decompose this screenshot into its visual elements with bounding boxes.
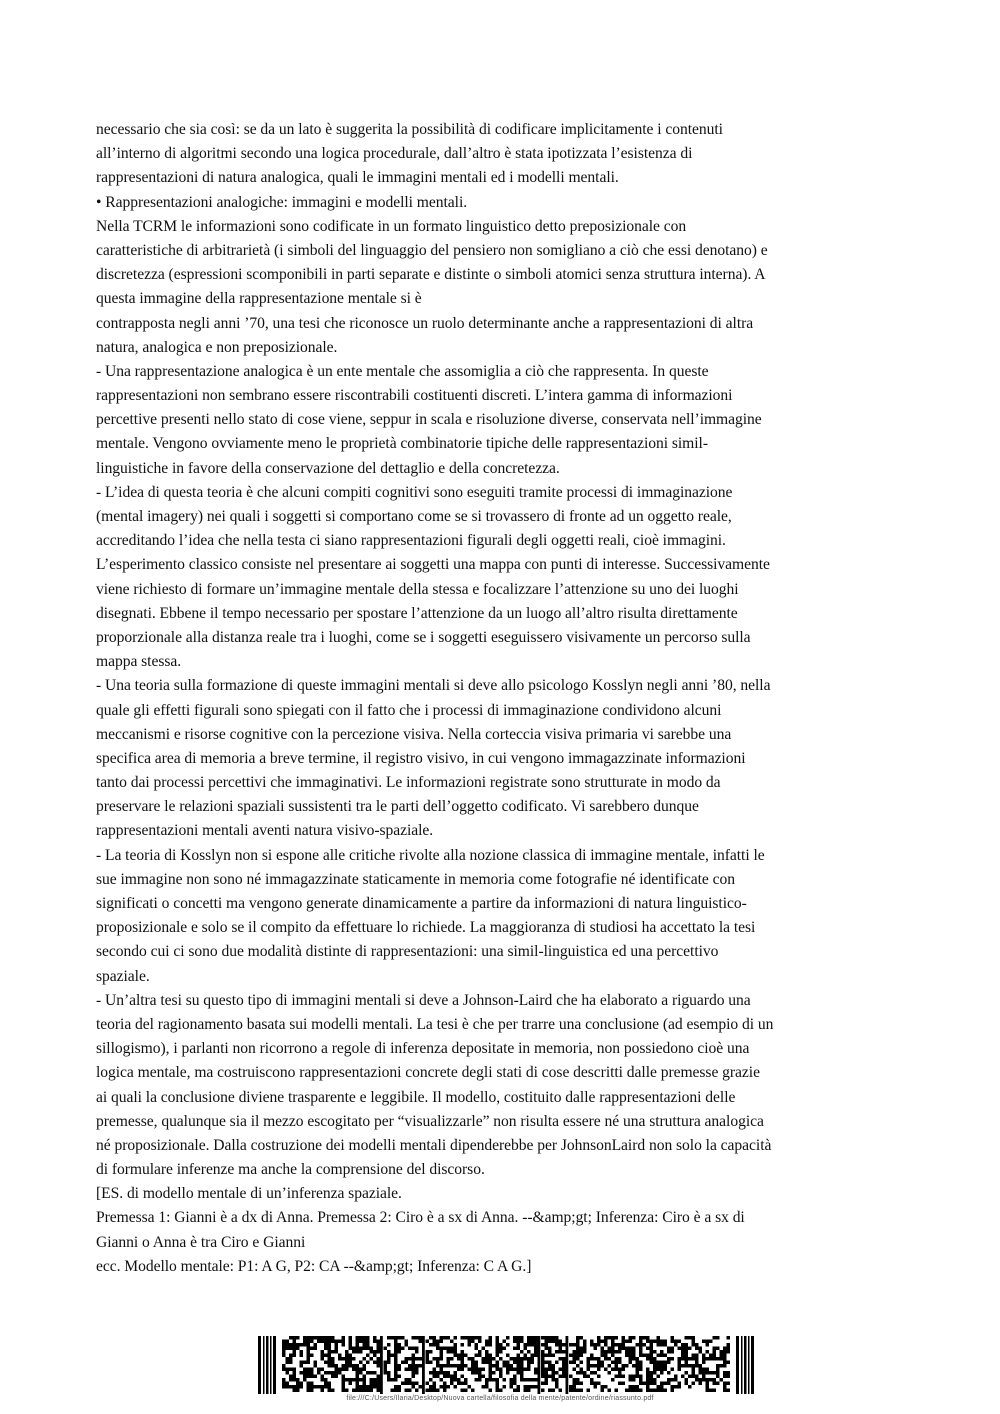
text-line: mentale. Vengono ovviamente meno le proprietà combinatorie tipiche delle rappresentazioni simil- <box>96 435 708 453</box>
text-line: natura, analogica e non preposizionale. <box>96 338 338 356</box>
text-line: (mental imagery) nei quali i soggetti si comportano come se si trovassero di fronte ad un oggetto reale, <box>96 508 732 525</box>
footer-file-path: file:///C:/Users/Ilaria/Desktop/Nuova cartella/filosofia della mente/patente/ordine/riassunto.pdf <box>346 1395 654 1402</box>
text-line: • Rappresentazioni analogiche: immagini e modelli mentali. <box>96 193 468 211</box>
text-line: quale gli effetti figurali sono spiegati con il fatto che i processi di immaginazione condividono alcuni <box>96 701 722 719</box>
text-line: - L’idea di questa teoria è che alcuni compiti cognitivi sono eseguiti tramite processi di immaginazione <box>96 483 733 501</box>
text-line: rappresentazioni non sembrano essere riscontrabili costituenti discreti. L’intera gamma di informazioni <box>96 387 733 405</box>
text-line: - Una teoria sulla formazione di queste immagini mentali si deve allo psicologo Kosslyn negli anni ’80, nella <box>96 677 771 695</box>
text-line: sillogismo), i parlanti non ricorrono a regole di inferenza depositate in memoria, non possiedono cioè una <box>96 1040 750 1058</box>
text-line: [ES. di modello mentale di un’inferenza spaziale. <box>96 1185 402 1203</box>
text-line: - La teoria di Kosslyn non si espone alle critiche rivolte alla nozione classica di immagine mentale, infatti le <box>96 846 765 864</box>
text-line: percettive presenti nello stato di cose viene, seppur in scala e risoluzione diverse, conservata nell’immagine <box>96 411 762 429</box>
text-line: linguistiche in favore della conservazione del dettaglio e della concretezza. <box>96 459 560 477</box>
text-line: logica mentale, ma costruiscono rappresentazioni concrete degli stati di cose descritti dalle premesse grazie <box>96 1064 760 1082</box>
text-line: meccanismi e risorse cognitive con la percezione visiva. Nella corteccia visiva primaria vi sarebbe una <box>96 725 732 743</box>
text-line: teoria del ragionamento basata sui modelli mentali. La tesi è che per trarre una conclusione (ad esempio di un <box>96 1015 774 1033</box>
text-line: viene richiesto di formare un’immagine mentale della stessa e focalizzare l’attenzione su uno dei luoghi <box>96 580 739 598</box>
text-line: rappresentazioni mentali aventi natura visivo-spaziale. <box>96 822 434 840</box>
text-line: L’esperimento classico consiste nel presentare ai soggetti una mappa con punti di interesse. Successivamente <box>96 556 770 574</box>
text-line: premesse, qualunque sia il mezzo escogitato per “visualizzarle” non risulta essere né una struttura analogica <box>96 1112 764 1130</box>
text-line: necessario che sia così: se da un lato è suggerita la possibilità di codificare implicitamente i contenuti <box>96 121 723 138</box>
text-line: Nella TCRM le informazioni sono codificate in un formato linguistico detto preposizionale con <box>96 217 687 235</box>
text-line: tanto dai processi percettivi che immaginativi. Le informazioni registrate sono strutturate in modo da <box>96 774 721 792</box>
text-line: ecc. Modello mentale: P1: A G, P2: CA --&amp;gt; Inferenza: C A G.] <box>96 1257 532 1275</box>
text-line: questa immagine della rappresentazione mentale si è <box>96 290 422 308</box>
text-line: proposizionale e solo se il compito da effettuare lo richiede. La maggioranza di studiosi ha accettato la tesi <box>96 919 756 937</box>
text-line: contrapposta negli anni ’70, una tesi che riconosce un ruolo determinante anche a rappresentazioni di altra <box>96 314 754 332</box>
text-line: accreditando l’idea che nella testa ci siano rappresentazioni figurali degli oggetti reali, cioè immagini. <box>96 532 726 550</box>
body-text <box>96 118 908 1279</box>
text-line: mappa stessa. <box>96 653 182 671</box>
text-line: - Un’altra tesi su questo tipo di immagini mentali si deve a Johnson-Laird che ha elaborato a riguardo una <box>96 991 751 1009</box>
text-line: sue immagine non sono né immagazzinate staticamente in memoria come fotografie né identificate con <box>96 870 735 888</box>
text-line: caratteristiche di arbitrarietà (i simboli del linguaggio del pensiero non somigliano a ciò che essi denotano) e <box>96 241 768 259</box>
text-line: proporzionale alla distanza reale tra i luoghi, come se i soggetti eseguissero visivamente un percorso sulla <box>96 628 751 646</box>
text-line: rappresentazioni di natura analogica, quali le immagini mentali ed i modelli mentali. <box>96 169 619 187</box>
text-line: preservare le relazioni spaziali sussistenti tra le parti dell’oggetto codificato. Vi sarebbero dunque <box>96 798 699 816</box>
text-line: disegnati. Ebbene il tempo necessario per spostare l’attenzione da un luogo all’altro risulta direttamente <box>96 604 738 622</box>
text-line: spaziale. <box>96 967 150 985</box>
text-line: Gianni o Anna è tra Ciro e Gianni <box>96 1233 306 1251</box>
text-line: all’interno di algoritmi secondo una logica procedurale, dall’altro è stata ipotizzata l’esistenza di <box>96 145 693 163</box>
text-line: specifica area di memoria a breve termine, il registro visivo, in cui vengono immagazzinate informazioni <box>96 749 746 767</box>
text-line: secondo cui ci sono due modalità distinte di rappresentazioni: una simil-linguistica ed una percettivo <box>96 943 719 961</box>
text-line: di formulare inferenze ma anche la comprensione del discorso. <box>96 1161 485 1179</box>
text-line: ai quali la conclusione diviene trasparente e leggibile. Il modello, costituito dalle rappresentazioni delle <box>96 1088 736 1106</box>
text-line: significati o concetti ma vengono generate dinamicamente a partire da informazioni di natura linguistico- <box>96 895 747 912</box>
barcode <box>258 1336 754 1394</box>
text-line: Premessa 1: Gianni è a dx di Anna. Premessa 2: Ciro è a sx di Anna. --&amp;gt; Inferenza: Ciro è a sx di <box>96 1209 745 1227</box>
text-line: - Una rappresentazione analogica è un ente mentale che assomiglia a ciò che rappresenta. In queste <box>96 362 709 380</box>
text-line: né proposizionale. Dalla costruzione dei modelli mentali dipenderebbe per JohnsonLaird non solo la capacità <box>96 1136 772 1154</box>
text-line: discretezza (espressioni scomponibili in parti separate e distinte o simboli atomici senza struttura interna). A <box>96 266 766 284</box>
